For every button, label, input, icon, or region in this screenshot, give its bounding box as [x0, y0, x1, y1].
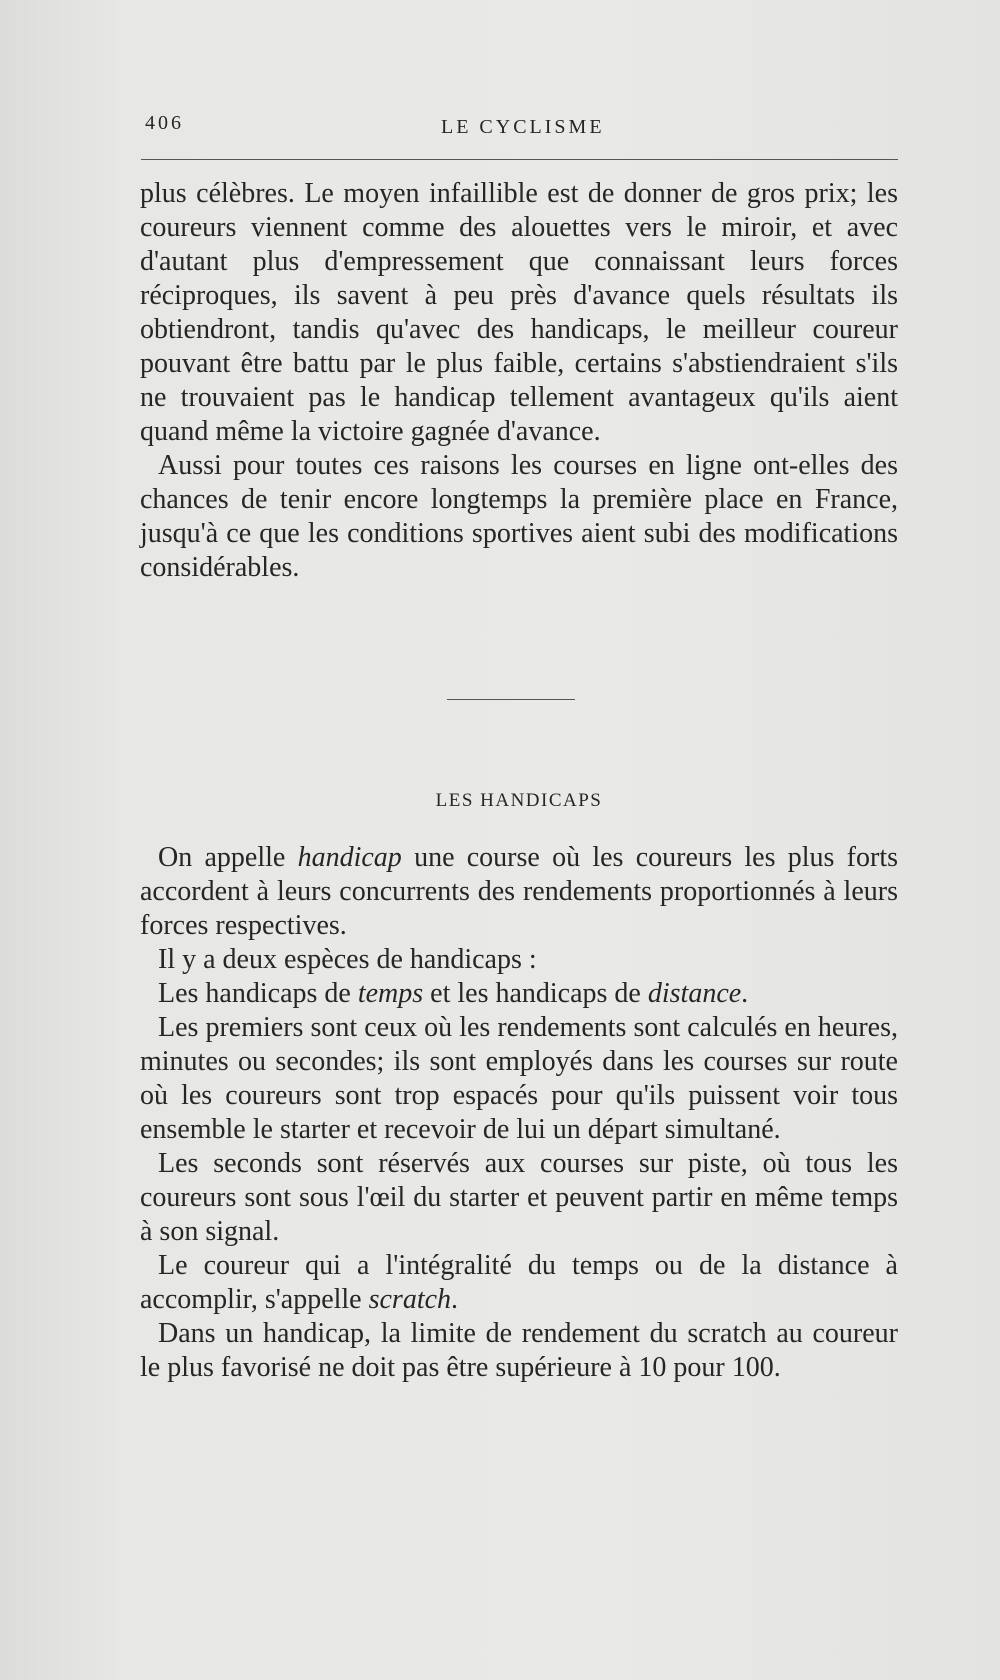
paragraph-seconds: Les seconds sont réservés aux courses sur piste, où tous les coureurs sont sous l'œil du starter et peuvent partir en même temps à son signal.: [140, 1148, 898, 1247]
term-handicap: handicap: [297, 842, 402, 873]
text-block-handicaps: [140, 841, 898, 1385]
scratch-after: .: [451, 1284, 459, 1315]
kinds-after: .: [741, 978, 749, 1009]
page-number: 406: [145, 112, 184, 134]
kinds-middle: et les handicaps de: [423, 978, 648, 1009]
header-rule: [141, 159, 898, 160]
text-block-top: [140, 177, 898, 585]
paragraph-scratch: [140, 1249, 898, 1317]
kinds-before: Les handicaps de: [158, 978, 358, 1009]
page-header: [145, 108, 897, 142]
term-scratch: scratch: [368, 1284, 452, 1315]
paragraph-continuation: plus célèbres. Le moyen infaillible est de donner de gros prix; les coureurs viennent comme des alouettes vers le miroir, et avec d'autant plus d'empressement que connaissant leurs forces réciproques, ils savent à peu près d'avance quels résultats ils obtiendront, tandis qu'avec des handicaps, le meilleur coureur pouvant être battu par le plus faible, certains s'abstiendraient s'ils ne trouvaient pas le handicap tellement avantageux qu'ils aient quand même la victoire gagnée d'avance.: [140, 178, 898, 447]
term-temps: temps: [357, 978, 424, 1009]
paragraph-kinds: [140, 977, 898, 1011]
paragraph-two-species: Il y a deux espèces de handicaps :: [158, 944, 537, 975]
section-title: LES HANDICAPS: [435, 790, 603, 811]
paragraph-premiers: Les premiers sont ceux où les rendements sont calculés en heures, minutes ou secondes; ils sont employés dans les courses sur route où les coureurs sont trop espacés pour qu'ils puissent voir tous ensemble le starter et recevoir de lui un départ simultané.: [140, 1012, 898, 1145]
paragraph-courses-en-ligne: Aussi pour toutes ces raisons les courses en ligne ont-elles des chances de tenir encore longtemps la première place en France, jusqu'à ce que les conditions sportives aient subi des modifications considérables.: [140, 450, 898, 583]
paragraph-limite: Dans un handicap, la limite de rendement du scratch au coureur le plus favorisé ne doit pas être supérieure à 10 pour 100.: [140, 1318, 898, 1383]
term-distance: distance: [647, 978, 742, 1009]
section-divider: [447, 699, 575, 700]
scratch-before: Le coureur qui a l'intégralité du temps ou de la distance à accomplir, s'appelle: [140, 1250, 898, 1315]
running-title: LE CYCLISME: [441, 116, 605, 138]
definition-after: une course où les coureurs les plus forts accordent à leurs concurrents des rendements proportionnés à leurs forces respectives.: [140, 842, 898, 941]
definition-before: On appelle: [158, 842, 298, 873]
paragraph-definition: [140, 841, 898, 943]
